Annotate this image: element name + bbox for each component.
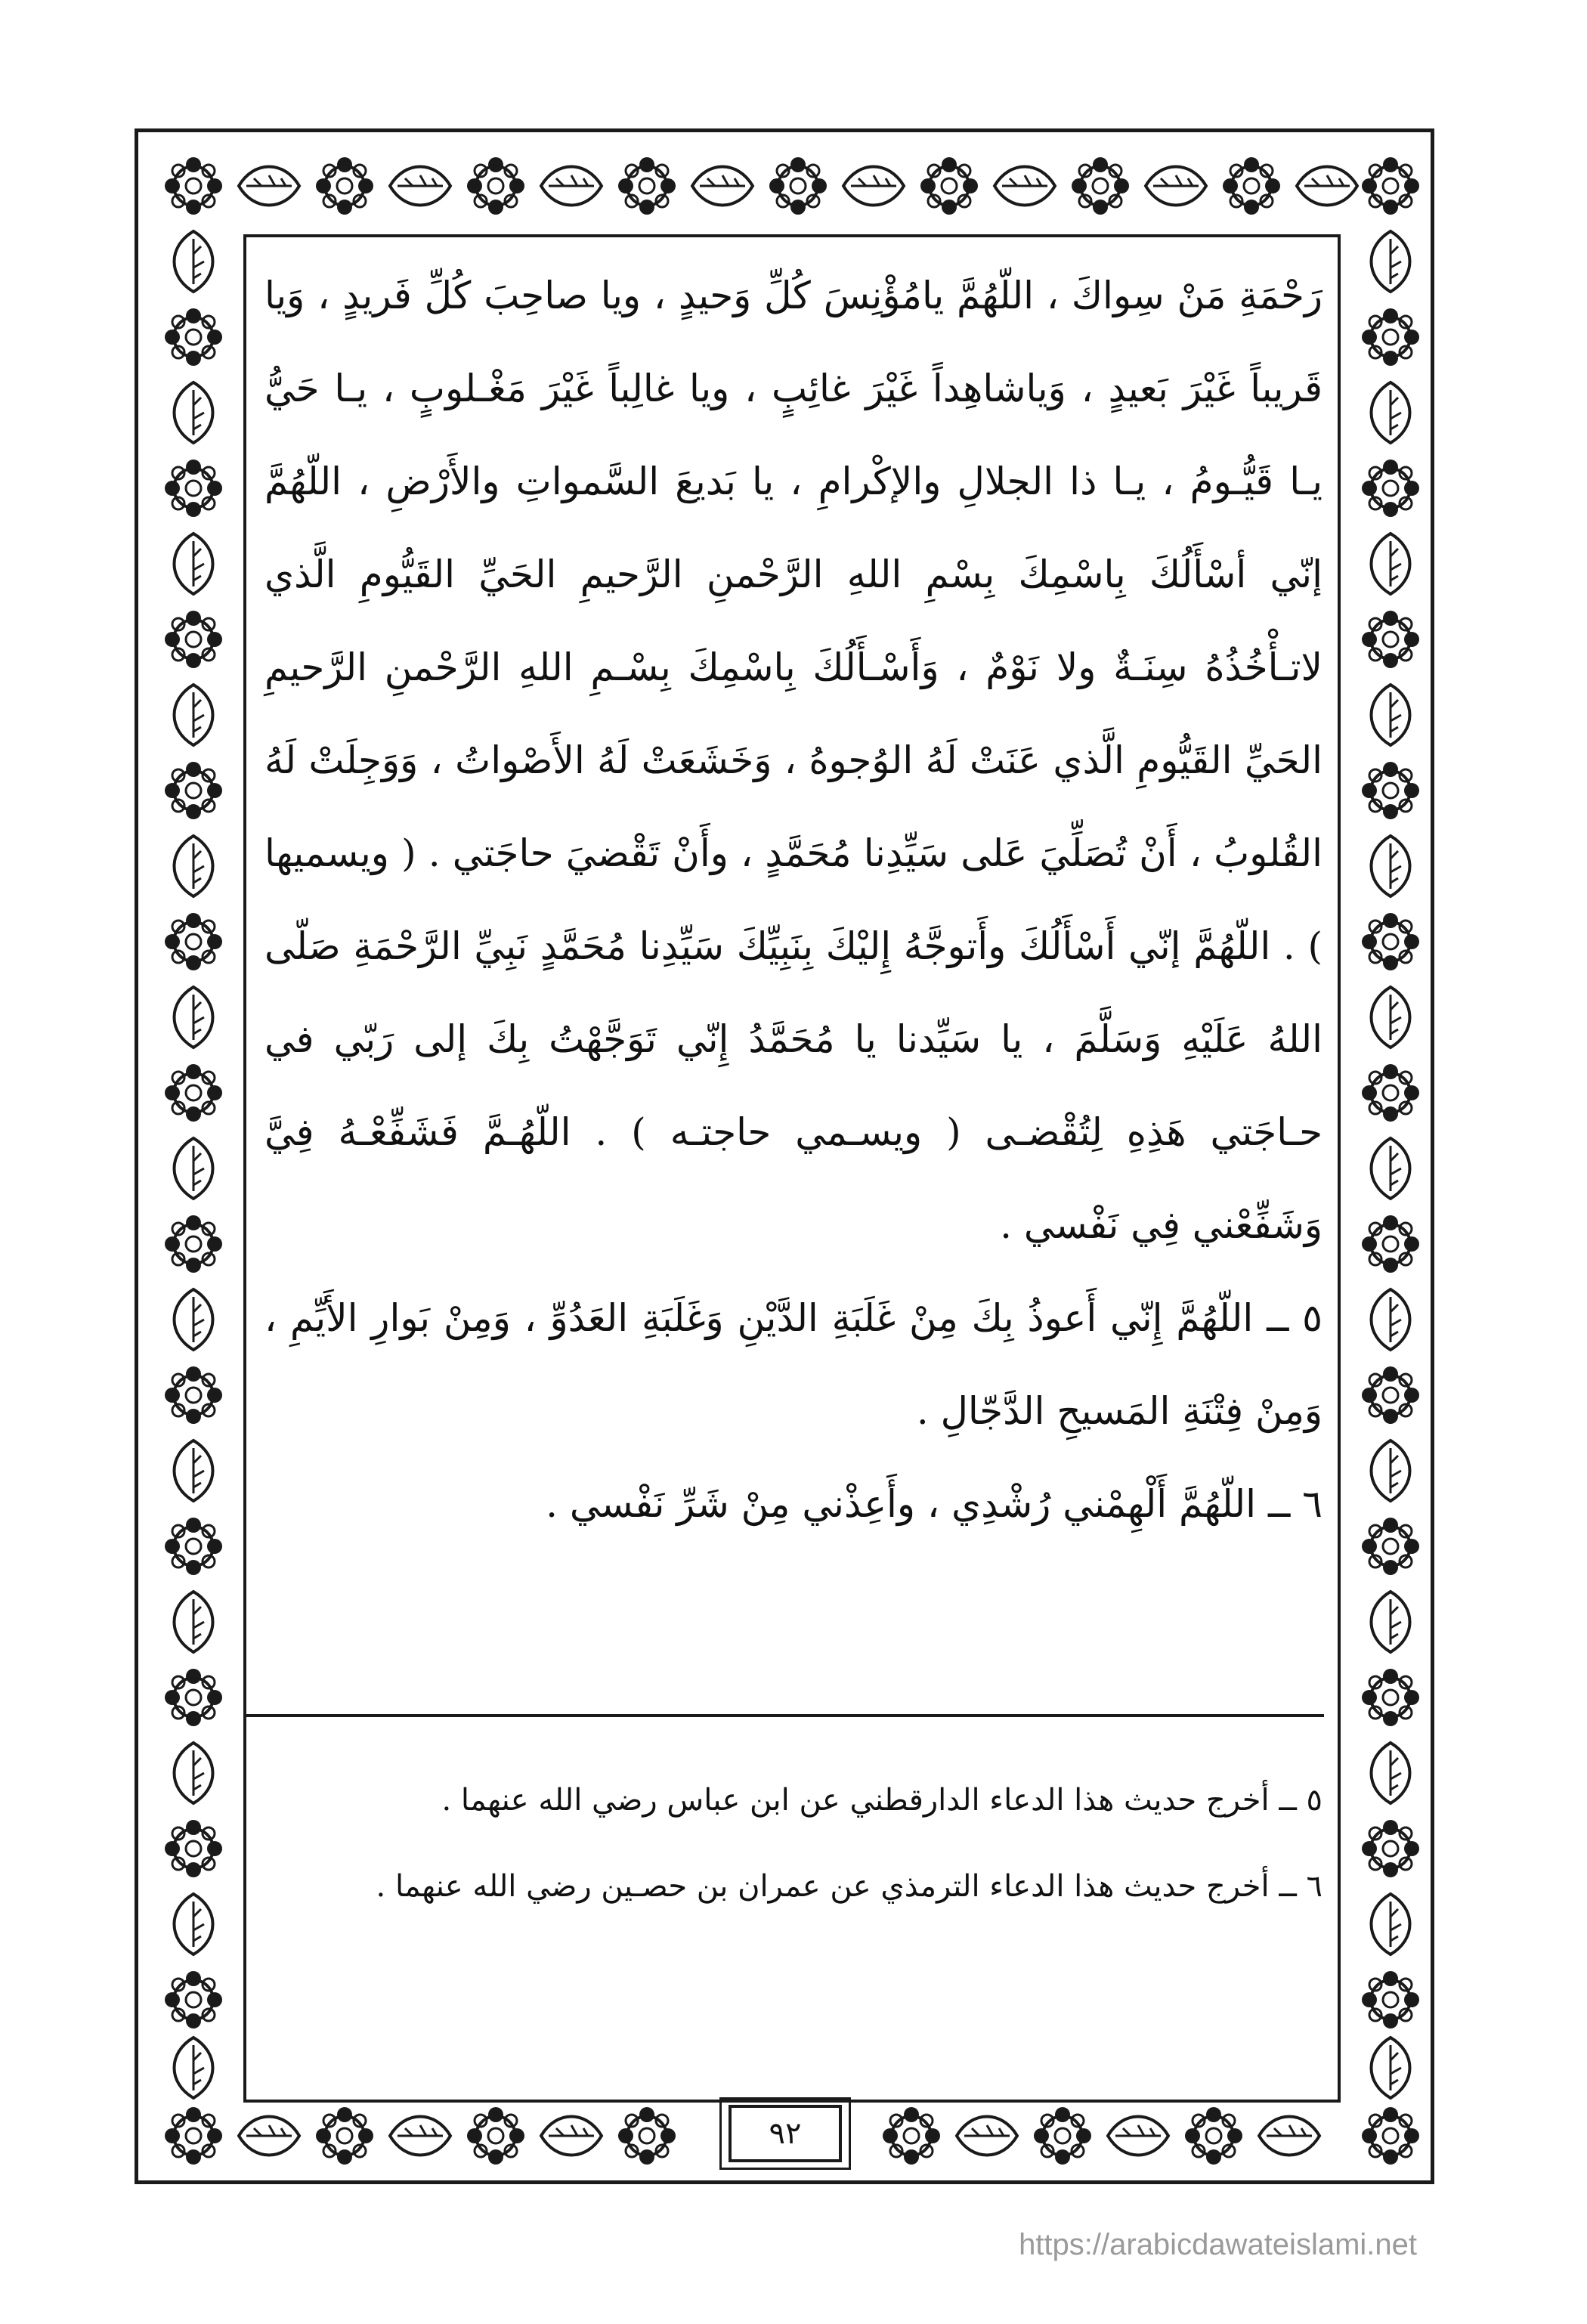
- footnote-divider: [243, 1714, 1324, 1717]
- prayer-item-5: ٥ ــ اللّهُمَّ إِنّي أَعوذُ بِكَ مِنْ غَلَبَةِ الدَّيْنِ وَغَلَبَةِ العَدُوِّ ، وَمِنْ بَوارِ الأَيِّمِ ، وَمِنْ فِتْنَةِ المَسيحِ الدَّجّالِ .: [264, 1296, 1322, 1433]
- prayer-item-6: ٦ ــ اللّهُمَّ أَلْهِمْني رُشْدِي ، وأَعِذْني مِنْ شَرِّ نَفْسي .: [546, 1482, 1322, 1526]
- watermark-url: https://arabicdawateislami.net: [1019, 2228, 1417, 2261]
- footnote-6: ٦ ــ أخرج حديث هذا الدعاء الترمذي عن عمران بن حصـين رضي الله عنهما .: [376, 1869, 1322, 1904]
- main-text: [264, 249, 1322, 1551]
- prayer-paragraph: رَحْمَةِ مَنْ سِواكَ ، اللّهُمَّ يامُؤْنِسَ كُلِّ وَحيدٍ ، ويا صاحِبَ كُلِّ فَريدٍ ، وَيا قَريباً غَيْرَ بَعيدٍ ، وَياشاهِداً غَيْرَ غائِبٍ ، ويا غالِباً غَيْرَ مَغْـلوبٍ ، يـا حَيُّ يـا قَيُّـومُ ، يـا ذا الجلالِ والإكْرامِ ، يا بَديعَ السَّمواتِ والأَرْضِ ، اللّهُمَّ إنّي أسْأَلُكَ بِاسْمِكَ بِسْمِ اللهِ الرَّحْمنِ الرَّحيمِ الحَيِّ القَيُّومِ الَّذي لاتـأْخُذُهُ سِنَـةٌ ولا نَوْمٌ ، وَأَسْـأَلُكَ بِاسْمِكَ بِسْـمِ اللهِ الرَّحْمنِ الرَّحيمِ الحَيِّ القَيُّومِ الَّذي عَنَتْ لَهُ الوُجوهُ ، وَخَشَعَتْ لَهُ الأَصْواتُ ، وَوَجِلَتْ لَهُ القُلوبُ ، أَنْ تُصَلِّيَ عَلى سَيِّدِنا مُحَمَّدٍ ، وأَنْ تَقْضيَ حاجَتي . ( ويسميها ) . اللّهُمَّ إنّي أَسْأَلُكَ وأَتوجَّهُ إِليْكَ بِنَبِيِّكَ سَيِّدِنا مُحَمَّدٍ نَبِيِّ الرَّحْمَةِ صَلّى اللهُ عَلَيْهِ وَسَلَّمَ ، يا سَيِّدنا يا مُحَمَّدُ إِنّي تَوَجَّهْتُ بِكَ إلى رَبّي في حـاجَتي هَذِهِ لِتُقْضـى ( ويسـمي حاجتـه ) . اللّهُـمَّ فَشَفِّعْـهُ فِيَّ وَشَفِّعْني فِي نَفْسي .: [264, 274, 1322, 1247]
- page-number: ٩٢: [729, 2105, 842, 2162]
- footnote-5: ٥ ــ أخرج حديث هذا الدعاء الدارقطني عن ابن عباس رضي الله عنهما .: [441, 1783, 1322, 1818]
- footnotes: [280, 1761, 1322, 1933]
